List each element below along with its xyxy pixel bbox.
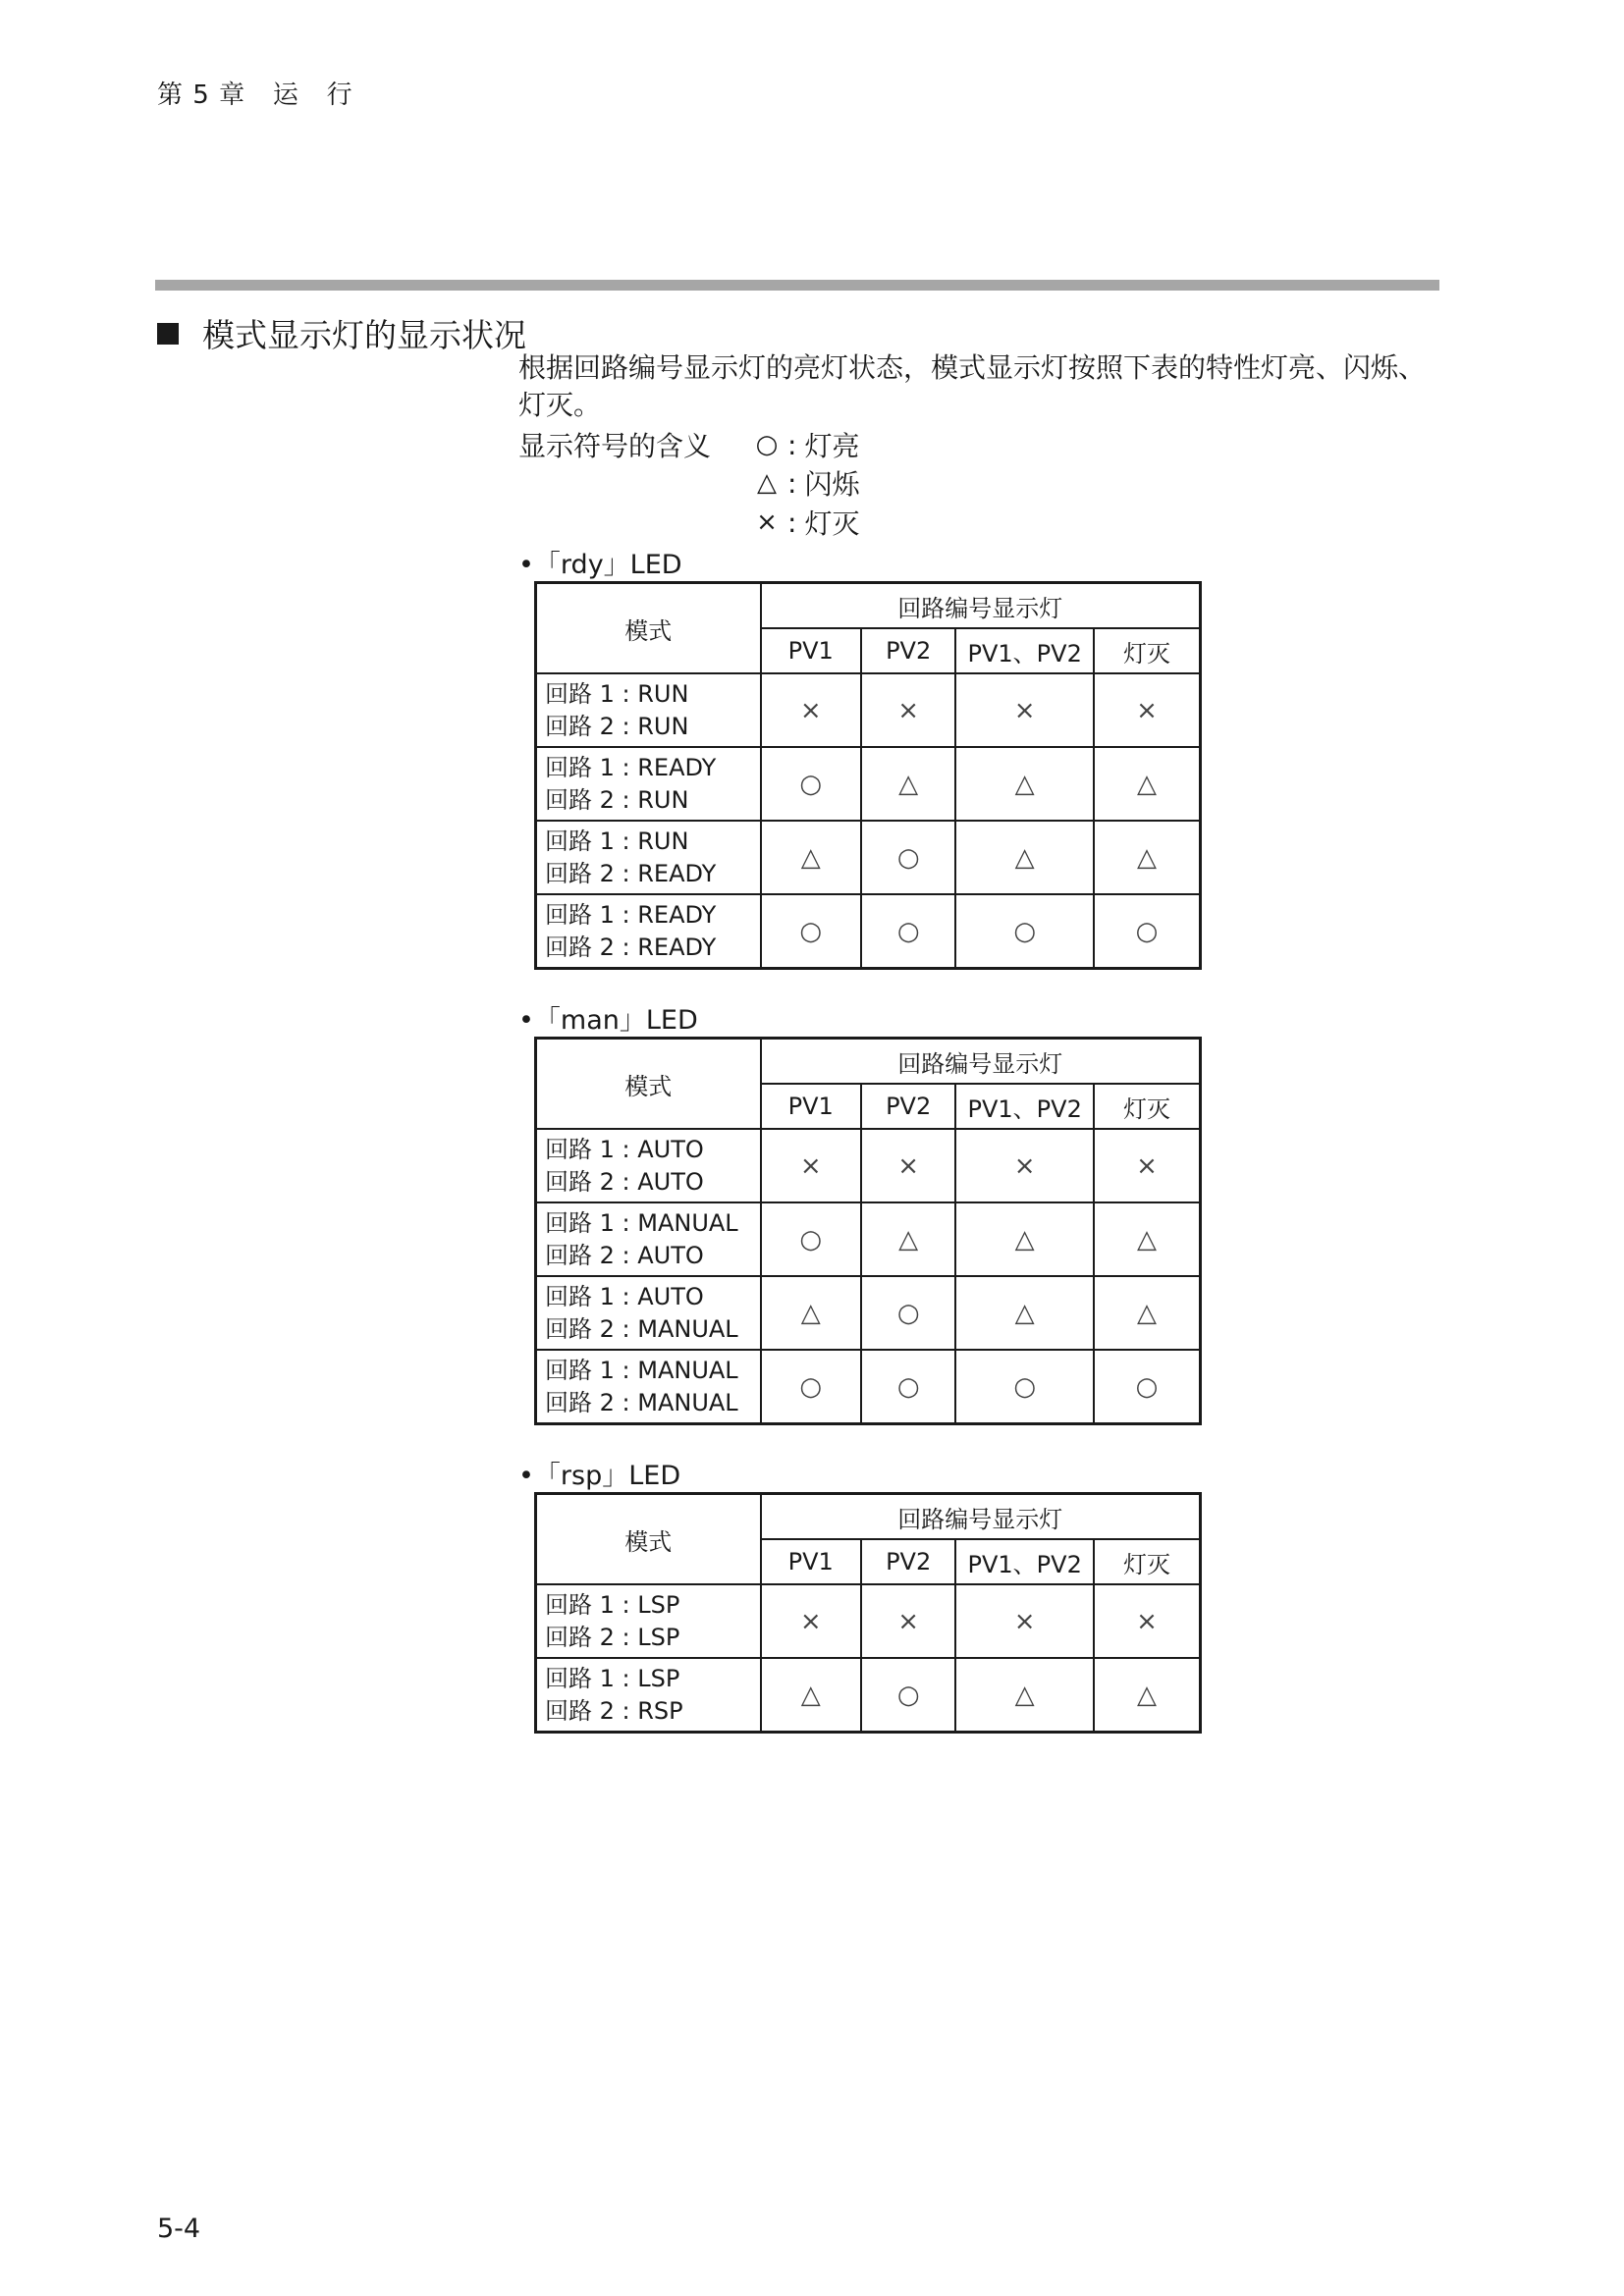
table-row [536,673,1201,747]
status-cell: × [761,1129,861,1202]
rdy-led-table [534,581,1202,970]
legend-meaning: 闪烁 [804,468,860,501]
mode-cell: 回路 1 : AUTO 回路 2 : MANUAL [536,1276,761,1350]
status-cell: △ [955,821,1094,894]
mode-header: 模式 [536,1039,761,1130]
col-header: 灯灭 [1094,628,1201,673]
status-cell: △ [761,1658,861,1733]
triangle-symbol-icon: △ [757,468,777,498]
table-row [536,894,1201,969]
status-cell: △ [1094,1276,1201,1350]
status-cell: × [861,1584,955,1658]
man-led-caption: •「man」LED [518,1005,698,1036]
status-cell: ○ [761,1202,861,1276]
section-heading [157,310,526,356]
status-cell: △ [955,1276,1094,1350]
status-cell: ○ [955,894,1094,969]
legend-item: △ : 闪烁 [752,463,859,503]
mode-cell: 回路 1 : RUN 回路 2 : READY [536,821,761,894]
rsp-led-table [534,1492,1202,1734]
group-header: 回路编号显示灯 [761,583,1201,629]
legend-label: 显示符号的含义 [518,430,712,462]
status-cell: × [955,1584,1094,1658]
col-header: PV2 [861,1084,955,1129]
table-row [536,821,1201,894]
table-row [536,1350,1201,1424]
status-cell: ○ [861,1658,955,1733]
status-cell: △ [861,1202,955,1276]
legend-item: ○ : 灯亮 [752,425,859,464]
status-cell: ○ [1094,894,1201,969]
table-row [536,1202,1201,1276]
status-cell: × [761,1584,861,1658]
col-header: 灯灭 [1094,1084,1201,1129]
section-title: 模式显示灯的显示状况 [202,316,526,354]
mode-cell: 回路 1 : READY 回路 2 : RUN [536,747,761,821]
status-cell: ○ [861,1276,955,1350]
status-cell: ○ [955,1350,1094,1424]
mode-cell: 回路 1 : RUN 回路 2 : RUN [536,673,761,747]
col-header: PV2 [861,628,955,673]
status-cell: × [955,673,1094,747]
section-rule [155,280,1439,291]
status-cell: × [1094,673,1201,747]
status-cell: × [1094,1129,1201,1202]
table-row [536,1584,1201,1658]
status-cell: × [861,673,955,747]
legend-meaning: 灯灭 [804,507,860,540]
status-cell: ○ [861,894,955,969]
status-cell: △ [761,821,861,894]
col-header: PV1、PV2 [955,628,1094,673]
status-cell: × [761,673,861,747]
status-cell: △ [955,1658,1094,1733]
mode-header: 模式 [536,1494,761,1585]
mode-cell: 回路 1 : LSP 回路 2 : LSP [536,1584,761,1658]
table-row [536,1276,1201,1350]
chapter-header: 第 5 章 运 行 [157,80,353,110]
col-header: PV2 [861,1539,955,1584]
mode-header: 模式 [536,583,761,674]
status-cell: △ [761,1276,861,1350]
status-cell: ○ [861,1350,955,1424]
status-cell: ○ [1094,1350,1201,1424]
status-cell: ○ [861,821,955,894]
status-cell: ○ [761,1350,861,1424]
col-header: PV1 [761,628,861,673]
mode-cell: 回路 1 : MANUAL 回路 2 : MANUAL [536,1350,761,1424]
table-row [536,1658,1201,1733]
status-cell: △ [1094,1202,1201,1276]
status-cell: △ [1094,821,1201,894]
mode-cell: 回路 1 : MANUAL 回路 2 : AUTO [536,1202,761,1276]
mode-cell: 回路 1 : LSP 回路 2 : RSP [536,1658,761,1733]
col-header: PV1 [761,1539,861,1584]
col-header: PV1、PV2 [955,1084,1094,1129]
group-header: 回路编号显示灯 [761,1494,1201,1540]
table-row [536,1129,1201,1202]
col-header: PV1、PV2 [955,1539,1094,1584]
circle-symbol-icon: ○ [755,430,779,459]
rdy-led-caption: •「rdy」LED [518,550,682,580]
status-cell: ○ [761,894,861,969]
table-row [536,747,1201,821]
square-bullet-icon [157,323,179,345]
status-cell: △ [955,747,1094,821]
status-cell: △ [1094,747,1201,821]
group-header: 回路编号显示灯 [761,1039,1201,1085]
col-header: PV1 [761,1084,861,1129]
man-led-table [534,1037,1202,1425]
status-cell: △ [1094,1658,1201,1733]
status-cell: × [861,1129,955,1202]
status-cell: △ [955,1202,1094,1276]
status-cell: ○ [761,747,861,821]
status-cell: △ [861,747,955,821]
page-number: 5-4 [157,2214,201,2244]
legend-meaning: 灯亮 [804,430,860,462]
legend-item: × : 灯灭 [752,503,859,542]
rsp-led-caption: •「rsp」LED [518,1461,681,1491]
mode-cell: 回路 1 : AUTO 回路 2 : AUTO [536,1129,761,1202]
col-header: 灯灭 [1094,1539,1201,1584]
mode-cell: 回路 1 : READY 回路 2 : READY [536,894,761,969]
status-cell: × [955,1129,1094,1202]
intro-paragraph: 根据回路编号显示灯的亮灯状态，模式显示灯按照下表的特性灯亮、闪烁、灯灭。 [518,351,1427,421]
cross-symbol-icon: × [756,507,778,537]
status-cell: × [1094,1584,1201,1658]
